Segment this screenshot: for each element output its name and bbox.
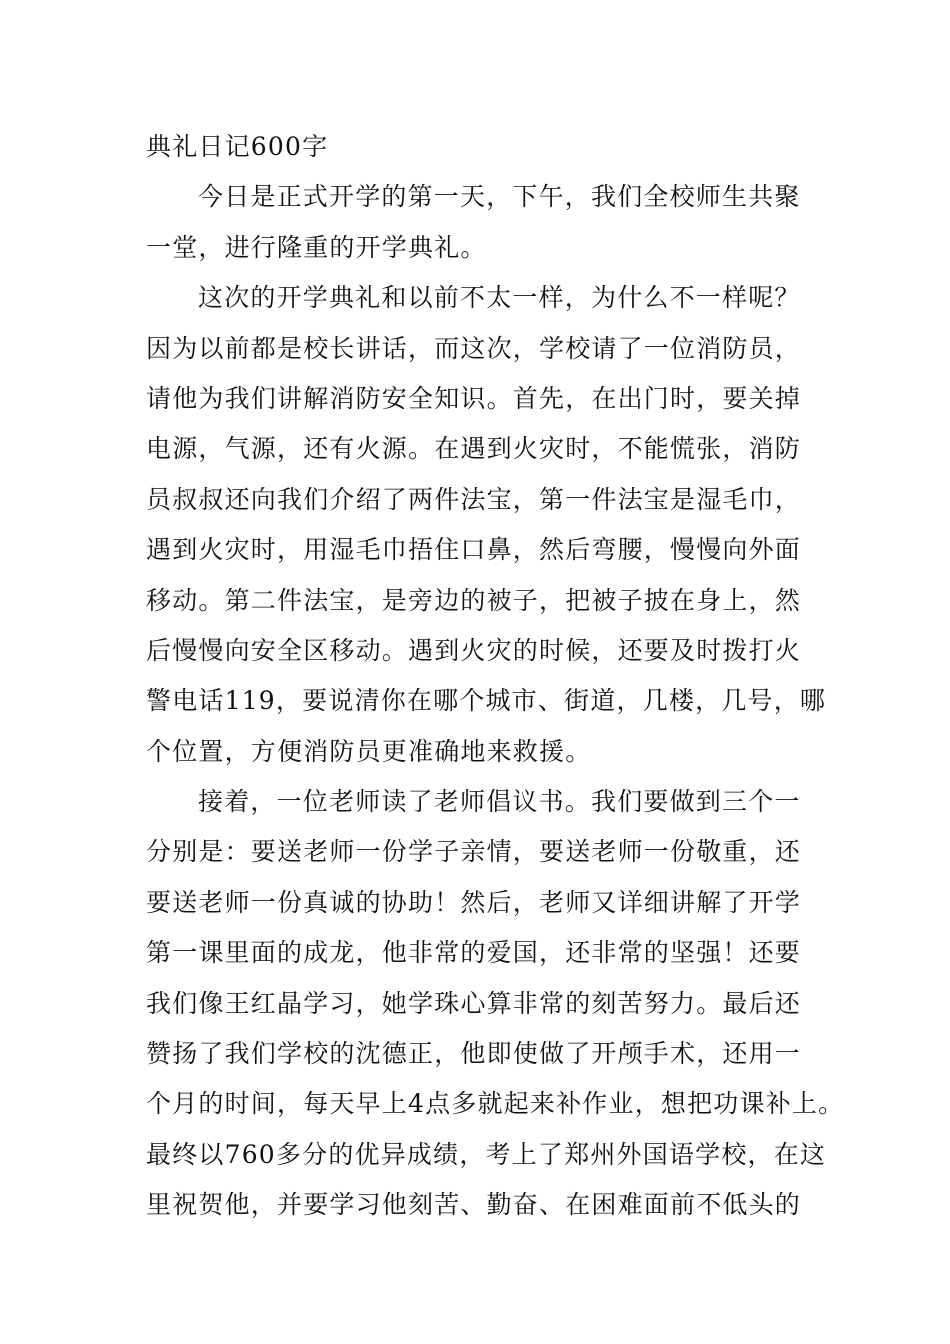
paragraph-2-line-9: 警电话119，要说清你在哪个城市、街道，几楼，几号，哪 — [146, 686, 827, 716]
paragraph-2-line-7: 移动。第二件法宝，是旁边的被子，把被子披在身上，然 — [146, 585, 802, 615]
paragraph-3-line-1: 接着，一位老师读了老师倡议书。我们要做到三个一 — [198, 787, 801, 817]
paragraph-3-line-8: 最终以760多分的优异成绩，考上了郑州外国语学校，在这 — [146, 1139, 827, 1169]
document-body — [146, 122, 845, 1231]
paragraph-2-line-10: 个位置，方便消防员更准确地来救援。 — [146, 736, 592, 766]
paragraph-2-line-2: 因为以前都是校长讲话，而这次，学校请了一位消防员， — [146, 333, 802, 363]
paragraph-3-line-9: 里祝贺他，并要学习他刻苦、勤奋、在困难面前不低头的 — [146, 1190, 802, 1220]
paragraph-3-line-3: 要送老师一份真诚的协助！然后，老师又详细讲解了开学 — [146, 887, 802, 917]
paragraph-3-line-6: 赞扬了我们学校的沈德正，他即使做了开颅手术，还用一 — [146, 1039, 802, 1069]
paragraph-1-line-2: 一堂，进行隆重的开学典礼。 — [146, 232, 487, 262]
paragraph-3-line-5: 我们像王红晶学习，她学珠心算非常的刻苦努力。最后还 — [146, 988, 802, 1018]
paragraph-2-line-8: 后慢慢向安全区移动。遇到火灾的时候，还要及时拨打火 — [146, 635, 802, 665]
paragraph-2-line-1: 这次的开学典礼和以前不太一样，为什么不一样呢？ — [198, 283, 801, 313]
paragraph-2-line-5: 员叔叔还向我们介绍了两件法宝，第一件法宝是湿毛巾， — [146, 484, 802, 514]
paragraph-3-line-4: 第一课里面的成龙，他非常的爱国，还非常的坚强！还要 — [146, 938, 802, 968]
paragraph-2-line-6: 遇到火灾时，用湿毛巾捂住口鼻，然后弯腰，慢慢向外面 — [146, 535, 802, 565]
document-title: 典礼日记600字 — [146, 132, 329, 161]
paragraph-2-line-3: 请他为我们讲解消防安全知识。首先，在出门时，要关掉 — [146, 383, 802, 413]
paragraph-3-line-2: 分别是：要送老师一份学子亲情，要送老师一份敬重，还 — [146, 837, 802, 867]
paragraph-1-line-1: 今日是正式开学的第一天，下午，我们全校师生共聚 — [198, 182, 801, 212]
paragraph-3-line-7: 个月的时间，每天早上4点多就起来补作业，想把功课补上。 — [146, 1089, 845, 1119]
paragraph-2-line-4: 电源，气源，还有火源。在遇到火灾时，不能慌张，消防 — [146, 434, 802, 464]
